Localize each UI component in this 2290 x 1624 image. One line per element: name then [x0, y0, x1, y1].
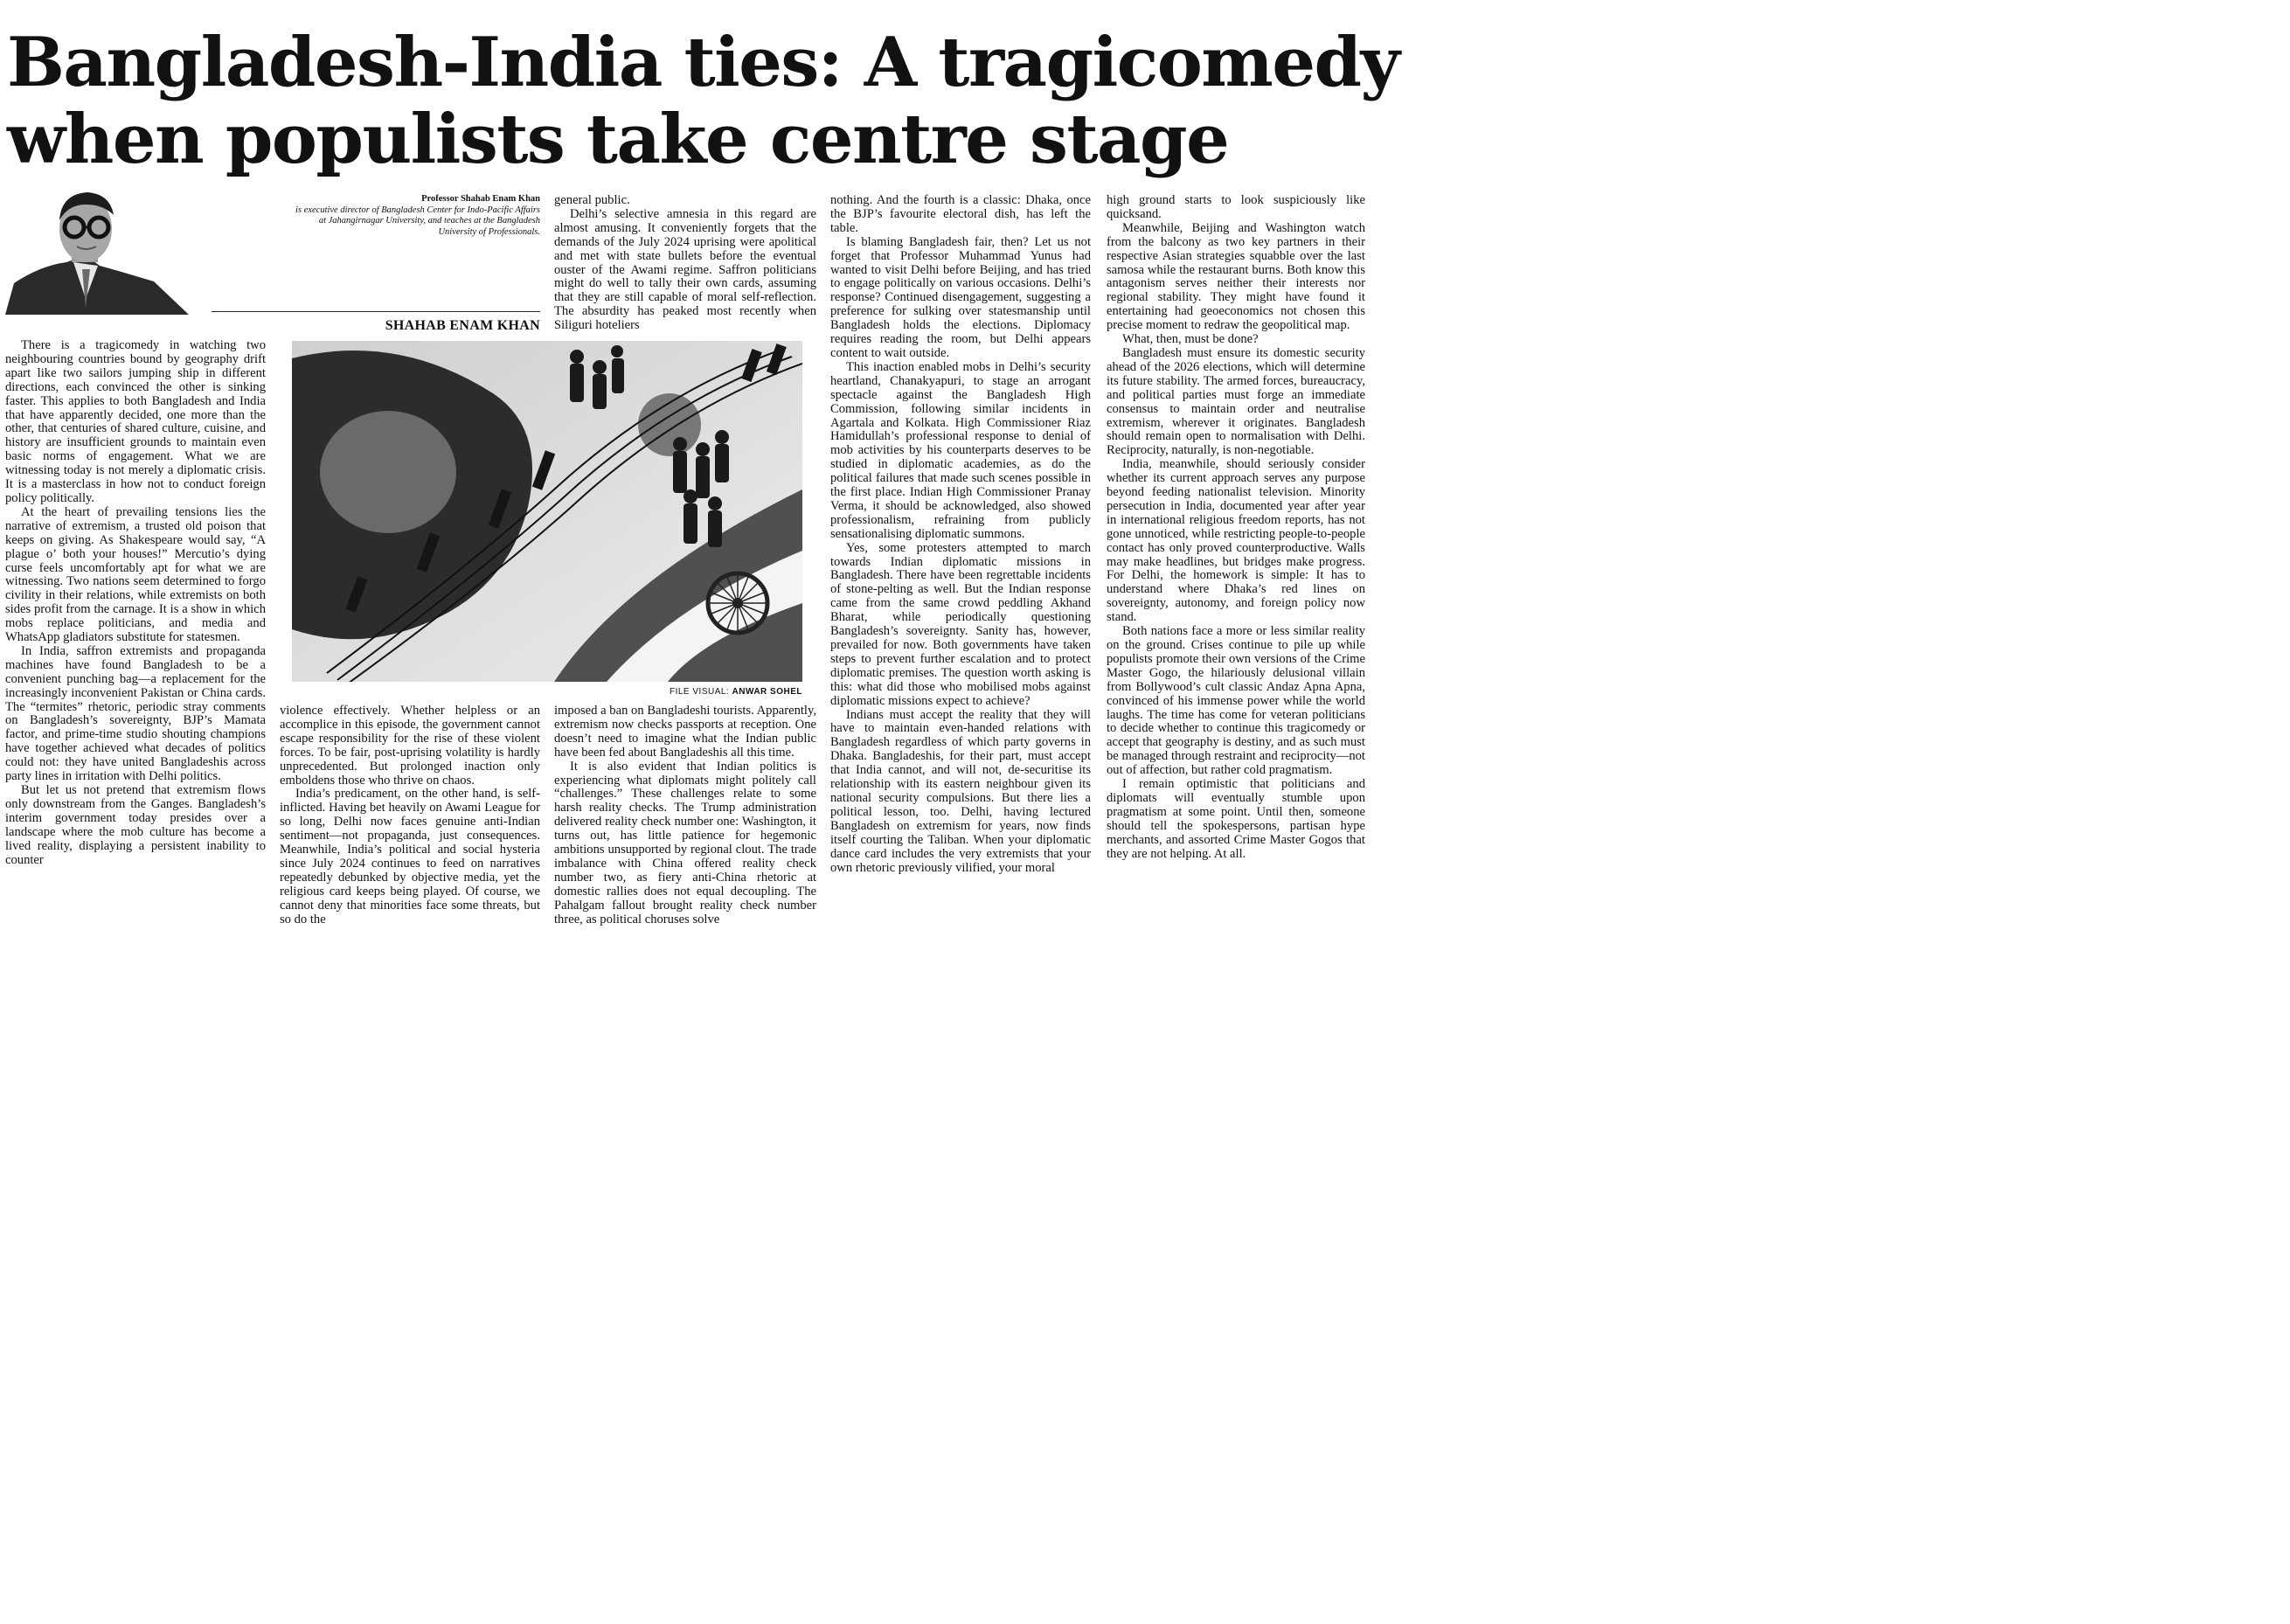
- paragraph: But let us not pretend that extremism flows only downstream from the Ganges. Bangladesh’s interim government today presides over a landscape where the mob culture has become a lived reality, displaying a persistent inability to counter: [5, 783, 266, 867]
- paragraph: In India, saffron extremists and propaganda machines have found Bangladesh to be a convenient punching bag—a replacement for the increasingly inconvenient Pakistan or China cards. The “termites” rhetoric, periodic stray comments on Bangladesh’s sovereignty, BJP’s Mamata factor, and prime-time studio shouting champions have together achieved what decades of politics could not: they have united Bangladeshis across party lines in irritation with Delhi politics.: [5, 643, 266, 784]
- author-photo: [5, 185, 208, 315]
- paragraph: Both nations face a more or less similar reality on the ground. Crises continue to pile up while populists promote their own versions of the Crime Master Gogo, the hilariously delusional villain from Bollywood’s cult classic Andaz Apna Apna, convinced of his immense power while the world laughs. The time has come for veteran politicians to decide whether to continue this tragicomedy or accept that geography is destiny, and as such must be managed through restraint and reciprocity—not out of affection, but rather cold pragmatism.: [1107, 624, 1365, 778]
- paragraph: nothing. And the fourth is a classic: Dhaka, once the BJP’s favourite electoral dish, has left the table.: [830, 193, 1091, 235]
- column-3-bottom: [554, 704, 816, 927]
- author-bio-text: is executive director of Bangladesh Center for Indo-Pacific Affairs at Jahangirnagar University, and teaches at the Bangladesh University of Professionals.: [295, 205, 540, 237]
- byline: SHAHAB ENAM KHAN: [385, 318, 540, 333]
- column-3-top: [554, 194, 816, 333]
- paragraph: India, meanwhile, should seriously consider whether its current approach serves any purpose beyond feeding nationalist television. Minority persecution in India, documented year after year in international religious freedom reports, has not gone unnoticed, while restricting people-to-people contact has only proved counterproductive. Walls may make headlines, but bridges make progress. For Delhi, the homework is simple: It has to understand where Dhaka’s red lines on sovereignty, autonomy, and foreign policy now stand.: [1107, 457, 1365, 625]
- paragraph: imposed a ban on Bangladeshi tourists. Apparently, extremism now checks passports at reception. One doesn’t need to imagine what the Indian public have been fed about Bangladeshis all this time.: [554, 704, 816, 760]
- paragraph: Bangladesh must ensure its domestic security ahead of the 2026 elections, which will determine its future stability. The armed forces, bureaucracy, and political parties must forge an immediate consensus to maintain order and neutralise extremism, wherever it originates. Bangladesh should remain open to normalisation with Delhi. Reciprocity, naturally, is non-negotiable.: [1107, 345, 1365, 458]
- paragraph: Indians must accept the reality that they will have to maintain even-handed relations with Bangladesh regardless of which party governs in Dhaka. Bangladeshis, for their part, must accept that India cannot, and will not, de-securitise its relationship with its eastern neighbour given its national security compulsions. But there lies a political lesson, too. Delhi, having lectured Bangladesh on extremism for years, now finds itself courting the Taliban. When your diplomatic dance card includes the very extremists that your own rhetoric previously vilified, your moral: [830, 707, 1091, 875]
- credit-name: ANWAR SOHEL: [732, 687, 802, 697]
- paragraph: There is a tragicomedy in watching two neighbouring countries bound by geography drift apart like two sailors jumping ship in different directions, each convinced the other is sinking faster. This applies to both Bangladesh and India that have apparently decided, one more than the other, that centuries of shared culture, cuisine, and history are insufficient grounds to maintain even basic norms of engagement. What we are witnessing today is not merely a diplomatic crisis. It is a masterclass in how not to conduct foreign policy politically.: [5, 338, 266, 505]
- paragraph: This inaction enabled mobs in Delhi’s security heartland, Chanakyapuri, to stage an arrogant spectacle against the Bangladesh High Commission, following similar incidents in Agartala and Kolkata. High Commissioner Riaz Hamidullah’s professional response to denial of mob activities by his counterparts deserves to be studied in diplomatic academies, as do the political failures that made such scenes possible in the first place. Indian High Commissioner Pranay Verma, it should be acknowledged, also showed professionalism, refraining from publicly sensationalising diplomatic summons.: [830, 359, 1091, 541]
- credit-prefix: FILE VISUAL:: [669, 687, 730, 697]
- column-1: [5, 339, 266, 867]
- paragraph: general public.: [554, 193, 630, 207]
- paragraph: violence effectively. Whether helpless or an accomplice in this episode, the government cannot escape responsibility for the rise of these violent forces. To be fair, post-uprising volatility is hardly unprecedented. But prolonged inaction only emboldens those who thrive on chaos.: [280, 704, 540, 788]
- paragraph: It is also evident that Indian politics is experiencing what diplomats might politely call “challenges.” These challenges relate to some harsh reality checks. The Trump administration delivered reality check number one: Washington, it turns out, has little patience for hegemonic ambitions unsupported by regional clout. The trade imbalance with China offered reality check number two, as fiery anti-China rhetoric at domestic rallies does not equal decoupling. The Pahalgam fallout brought reality check number three, as political choruses solve: [554, 759, 816, 927]
- paragraph: What, then, must be done?: [1122, 332, 1259, 347]
- author-bio: [288, 194, 540, 238]
- column-4: [830, 194, 1091, 875]
- paragraph: Is blaming Bangladesh fair, then? Let us not forget that Professor Muhammad Yunus had wanted to visit Delhi before Beijing, and has tried to engage politically on various occasions. Delhi’s response? Continued disengagement, suggesting a preference for sulking over statesmanship until Bangladesh holds the elections. Diplomacy requires reading the room, but Delhi appears content to wait outside.: [830, 234, 1091, 360]
- illustration: [292, 341, 802, 682]
- byline-divider: [212, 311, 540, 312]
- column-2: [280, 704, 540, 927]
- paragraph: I remain optimistic that politicians and diplomats will eventually stumble upon pragmatism at some point. Until then, someone should tell the spokespersons, partisan hype merchants, and assorted Crime Master Gogos that they are not helping. At all.: [1107, 777, 1365, 861]
- headline: [7, 23, 1399, 179]
- paragraph: India’s predicament, on the other hand, is self-inflicted. Having bet heavily on Awami League for so long, Delhi now faces genuine anti-Indian sentiment—not propaganda, just consequences. Meanwhile, India’s political and social hysteria since July 2024 continues to feed on narratives repeatedly debunked by objective media, yet the religious card keeps being played. Of course, we cannot deny that minorities face some threats, but so do the: [280, 787, 540, 927]
- column-5: [1107, 194, 1365, 862]
- headline-line-1: Bangladesh-India ties: A tragicomedy: [7, 23, 1399, 102]
- headline-line-2: when populists take centre stage: [7, 100, 1229, 179]
- paragraph: Yes, some protesters attempted to march towards Indian diplomatic missions in Bangladesh. There have been regrettable incidents of stone-pelting as well. But the Indian response came from the same crowd peddling Akhand Bharat, while periodically questioning Bangladesh’s sovereignty. Sanity has, however, prevailed for now. Both governments have taken steps to prevent further escalation and to protect diplomatic premises. The question worth asking is this: what did those who mobilised mobs against diplomatic missions expect to achieve?: [830, 540, 1091, 708]
- paragraph: At the heart of prevailing tensions lies the narrative of extremism, a trusted old poison that keeps on giving. As Shakespeare would say, “A plague o’ both your houses!” Mercutio’s dying curse feels uncomfortably apt for what we are witnessing. Two nations seem determined to forgo civility in their relations, while extremists on both sides profit from the carnage. It is a show in which mobs replace politicians, and media and WhatsApp gladiators substitute for statesmen.: [5, 504, 266, 645]
- paragraph: high ground starts to look suspiciously like quicksand.: [1107, 193, 1365, 221]
- paragraph: Delhi’s selective amnesia in this regard are almost amusing. It conveniently forgets that the demands of the July 2024 uprising were apolitical and met with state bullets before the eventual ouster of the Awami regime. Saffron politicians might do well to tally their own cards, assuming that they are still capable of moral self-reflection. The absurdity has peaked most recently when Siliguri hoteliers: [554, 206, 816, 333]
- author-name: Professor Shahab Enam Khan: [421, 194, 540, 204]
- illustration-credit: [489, 687, 802, 697]
- paragraph: Meanwhile, Beijing and Washington watch from the balcony as two key partners in their respective Asian strategies squabble over the last samosa while the restaurant burns. Both know this antagonism serves neither their interests nor regional stability. They might have found it entertaining had geoeconomics not chosen this precise moment to redraw the geopolitical map.: [1107, 220, 1365, 333]
